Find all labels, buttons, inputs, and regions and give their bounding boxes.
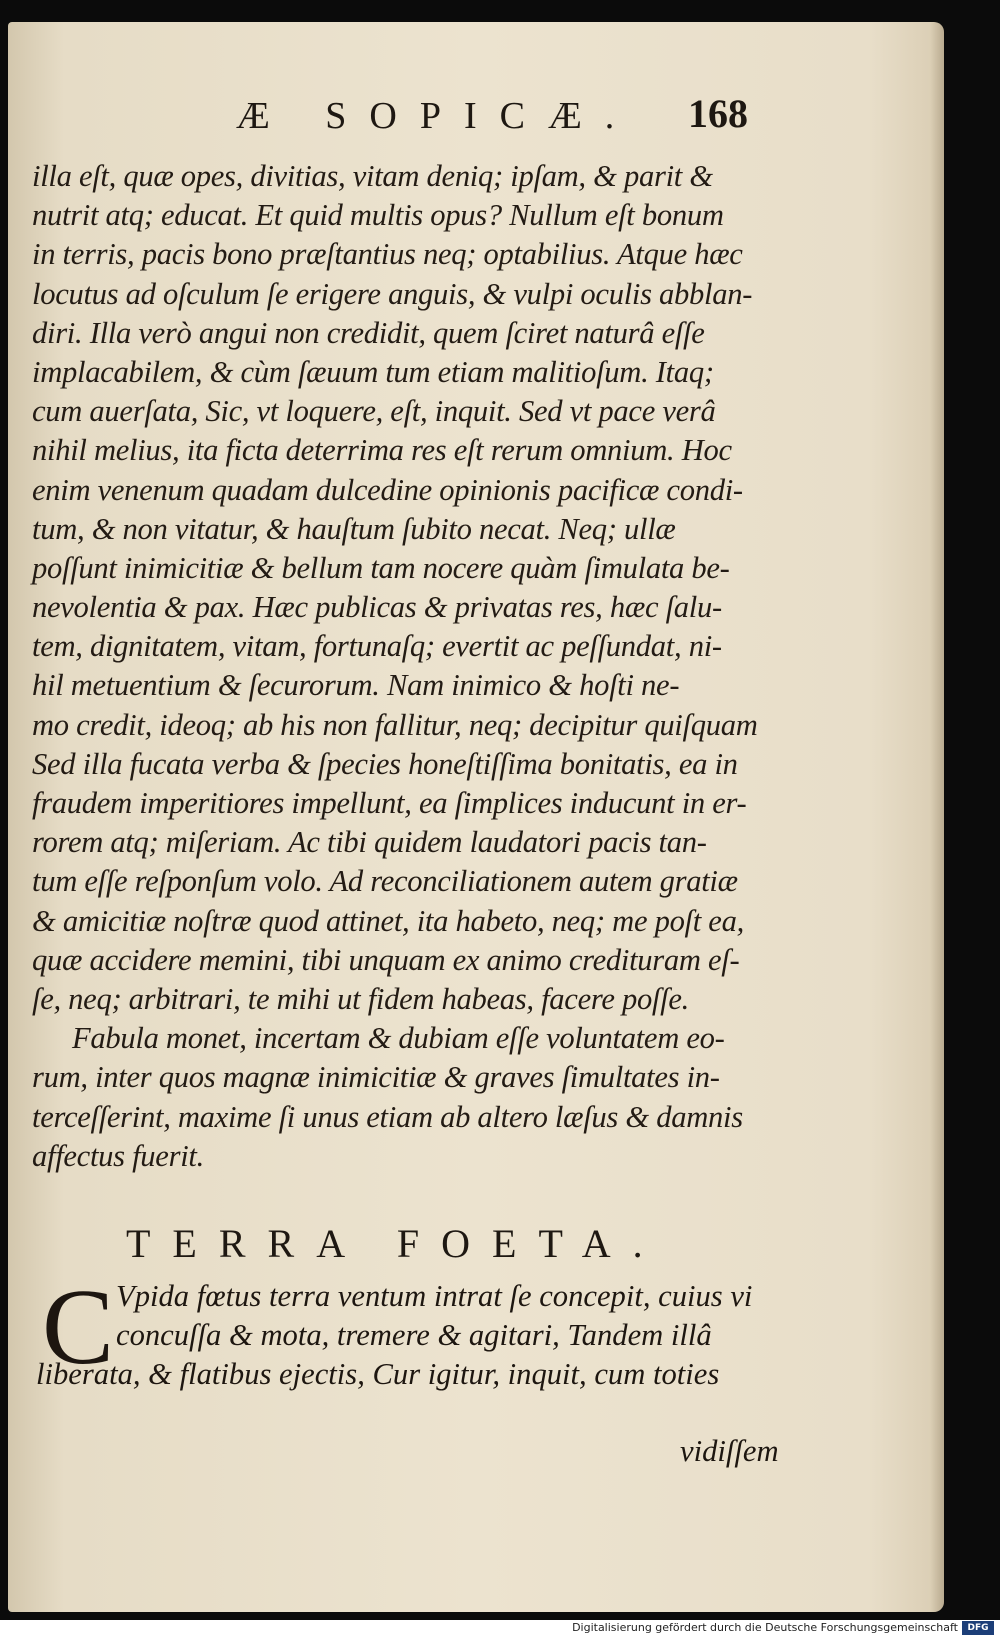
text-line: implacabilem, & cùm ſæuum tum etiam malitioſum. Itaq; (32, 354, 714, 389)
text-line: mo credit, ideoq; ab his non fallitur, neq; decipitur quiſquam (32, 707, 758, 742)
book-page (8, 22, 944, 1612)
funding-credit: Digitalisierung gefördert durch die Deutsche Forschungsgemeinschaft (572, 1621, 958, 1634)
section-heading: TERRA FOETA. (126, 1221, 665, 1266)
fable-text (32, 157, 758, 1176)
text-line: hil metuentium & ſecurorum. Nam inimico & hoſti ne- (32, 668, 680, 703)
text-line: liberata, & flatibus ejectis, Cur igitur, inquit, cum toties (36, 1357, 720, 1392)
text-line: Sed illa fucata verba & ſpecies honeſtiſſima bonitatis, ea in (32, 746, 738, 781)
text-line: concuſſa & mota, tremere & agitari, Tandem illâ (116, 1318, 712, 1353)
catchword: vidiſſem (680, 1434, 779, 1468)
text-line: illa eſt, quæ opes, divitias, vitam deniq; ipſam, & parit & (32, 159, 713, 193)
text-line: tum, & non vitatur, & hauſtum ſubito necat. Neq; ullæ (32, 511, 676, 546)
text-line: enim venenum quadam dulcedine opinionis pacificæ condi- (32, 472, 743, 507)
text-line: fraudem imperitiores impellunt, ea ſimplices inducunt in er- (32, 786, 747, 820)
second-fable (36, 1268, 756, 1395)
page-number: 168 (688, 91, 748, 136)
moral-line: Fabula monet, incertam & dubiam eſſe voluntatem eo- (72, 1021, 725, 1056)
running-title: Æ SOPICÆ. (236, 95, 638, 137)
text-line: & amicitiæ noſtræ quod attinet, ita habeto, neq; me poſt ea, (32, 903, 744, 938)
text-line: poſſunt inimicitiæ & bellum tam nocere quàm ſimulata be- (32, 550, 730, 585)
text-line: ſe, neq; arbitrari, te mihi ut fidem habeas, facere poſſe. (32, 981, 689, 1016)
text-line: locutus ad oſculum ſe erigere anguis, & vulpi oculis abblan- (32, 276, 753, 311)
running-head (38, 84, 748, 154)
drop-cap: C (42, 1268, 115, 1387)
text-line: nihil melius, ita ficta deterrima res eſt rerum omnium. Hoc (32, 433, 732, 468)
moral-line: rum, inter quos magnæ inimicitiæ & graves ſimultates in- (32, 1060, 720, 1095)
moral-line: terceſſerint, maxime ſi unus etiam ab altero læſus & damnis (32, 1099, 743, 1134)
text-line: rorem atq; miſeriam. Ac tibi quidem laudatori pacis tan- (32, 825, 707, 860)
text-line: tem, dignitatem, vitam, fortunaſq; evertit ac peſſundat, ni- (32, 629, 722, 664)
text-line: diri. Illa verò angui non credidit, quem ſciret naturâ eſſe (32, 315, 705, 350)
text-line: nutrit atq; educat. Et quid multis opus? Nullum eſt bonum (32, 198, 724, 233)
moral-paragraph (32, 1019, 752, 1176)
moral-line: affectus fuerit. (32, 1138, 204, 1173)
text-line: nevolentia & pax. Hæc publicas & privatas res, hæc ſalu- (32, 590, 722, 625)
text-line: Vpida fœtus terra ventum intrat ſe concepit, cuius vi (116, 1279, 753, 1313)
text-line: quæ accidere memini, tibi unquam ex animo credituram eſ- (32, 942, 740, 977)
text-line: in terris, pacis bono præſtantius neq; optabilius. Atque hæc (32, 237, 743, 272)
text-line: cum auerſata, Sic, vt loquere, eſt, inquit. Sed vt pace verâ (32, 394, 716, 429)
dfg-logo-icon: DFG (962, 1621, 994, 1635)
text-line: tum eſſe reſponſum volo. Ad reconciliationem autem gratiæ (32, 864, 738, 899)
